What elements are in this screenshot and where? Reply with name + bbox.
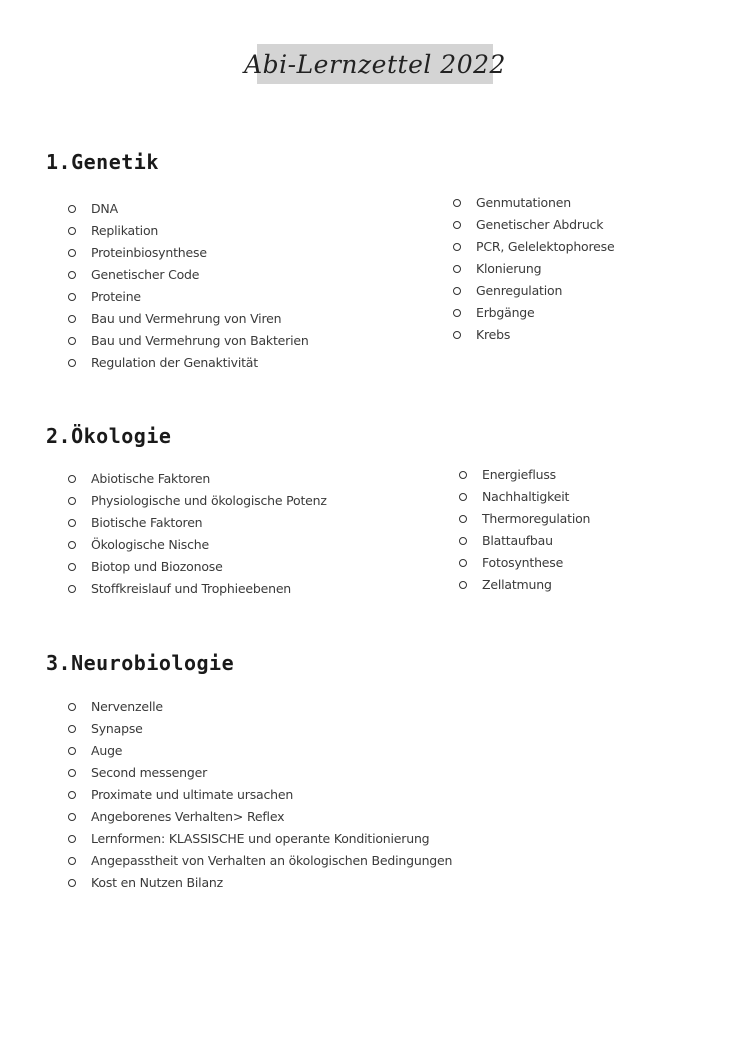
list-item: Abiotische Faktoren bbox=[68, 468, 327, 490]
list-genetik-left bbox=[68, 198, 309, 374]
list-item: Nervenzelle bbox=[68, 696, 452, 718]
list-item: Kost en Nutzen Bilanz bbox=[68, 872, 452, 894]
circle-bullet-icon bbox=[68, 475, 76, 483]
list-item: Genregulation bbox=[453, 280, 614, 302]
list-item: Regulation der Genaktivität bbox=[68, 352, 309, 374]
circle-bullet-icon bbox=[453, 331, 461, 339]
list-item: Ökologische Nische bbox=[68, 534, 327, 556]
circle-bullet-icon bbox=[68, 769, 76, 777]
list-item: Stoffkreislauf und Trophieebenen bbox=[68, 578, 327, 600]
list-item: Physiologische und ökologische Potenz bbox=[68, 490, 327, 512]
circle-bullet-icon bbox=[459, 559, 467, 567]
list-item: Thermoregulation bbox=[459, 508, 590, 530]
list-oekologie-left bbox=[68, 468, 327, 600]
list-item: Replikation bbox=[68, 220, 309, 242]
circle-bullet-icon bbox=[68, 703, 76, 711]
list-item: Angeborenes Verhalten> Reflex bbox=[68, 806, 452, 828]
list-item: Biotop und Biozonose bbox=[68, 556, 327, 578]
circle-bullet-icon bbox=[68, 227, 76, 235]
list-item: Proteine bbox=[68, 286, 309, 308]
circle-bullet-icon bbox=[459, 515, 467, 523]
circle-bullet-icon bbox=[68, 791, 76, 799]
list-item: Genetischer Abdruck bbox=[453, 214, 614, 236]
circle-bullet-icon bbox=[68, 857, 76, 865]
section-heading-genetik: 1.Genetik bbox=[46, 150, 159, 174]
circle-bullet-icon bbox=[459, 471, 467, 479]
list-item: Klonierung bbox=[453, 258, 614, 280]
list-genetik-right bbox=[453, 192, 614, 346]
circle-bullet-icon bbox=[453, 199, 461, 207]
list-item: Nachhaltigkeit bbox=[459, 486, 590, 508]
list-item: Blattaufbau bbox=[459, 530, 590, 552]
circle-bullet-icon bbox=[453, 221, 461, 229]
circle-bullet-icon bbox=[68, 835, 76, 843]
circle-bullet-icon bbox=[453, 309, 461, 317]
circle-bullet-icon bbox=[68, 497, 76, 505]
circle-bullet-icon bbox=[68, 519, 76, 527]
list-neurobiologie bbox=[68, 696, 452, 894]
circle-bullet-icon bbox=[68, 249, 76, 257]
circle-bullet-icon bbox=[68, 725, 76, 733]
circle-bullet-icon bbox=[68, 205, 76, 213]
section-heading-oekologie: 2.Ökologie bbox=[46, 424, 172, 448]
list-item: Bau und Vermehrung von Viren bbox=[68, 308, 309, 330]
circle-bullet-icon bbox=[459, 581, 467, 589]
list-item: Biotische Faktoren bbox=[68, 512, 327, 534]
circle-bullet-icon bbox=[459, 493, 467, 501]
title-banner bbox=[244, 44, 506, 84]
circle-bullet-icon bbox=[68, 747, 76, 755]
circle-bullet-icon bbox=[459, 537, 467, 545]
list-item: Krebs bbox=[453, 324, 614, 346]
circle-bullet-icon bbox=[68, 585, 76, 593]
circle-bullet-icon bbox=[68, 315, 76, 323]
circle-bullet-icon bbox=[68, 541, 76, 549]
list-item: Genetischer Code bbox=[68, 264, 309, 286]
list-item: Lernformen: KLASSISCHE und operante Konditionierung bbox=[68, 828, 452, 850]
list-item: Angepasstheit von Verhalten an ökologischen Bedingungen bbox=[68, 850, 452, 872]
list-item: Erbgänge bbox=[453, 302, 614, 324]
circle-bullet-icon bbox=[68, 271, 76, 279]
list-item: Fotosynthese bbox=[459, 552, 590, 574]
list-item: Bau und Vermehrung von Bakterien bbox=[68, 330, 309, 352]
list-item: Proteinbiosynthese bbox=[68, 242, 309, 264]
section-heading-neurobiologie: 3.Neurobiologie bbox=[46, 651, 235, 675]
circle-bullet-icon bbox=[68, 359, 76, 367]
circle-bullet-icon bbox=[68, 563, 76, 571]
circle-bullet-icon bbox=[68, 337, 76, 345]
list-oekologie-right bbox=[459, 464, 590, 596]
list-item: DNA bbox=[68, 198, 309, 220]
list-item: Second messenger bbox=[68, 762, 452, 784]
list-item: Proximate und ultimate ursachen bbox=[68, 784, 452, 806]
circle-bullet-icon bbox=[68, 813, 76, 821]
list-item: PCR, Gelelektophorese bbox=[453, 236, 614, 258]
list-item: Energiefluss bbox=[459, 464, 590, 486]
list-item: Synapse bbox=[68, 718, 452, 740]
list-item: Zellatmung bbox=[459, 574, 590, 596]
circle-bullet-icon bbox=[453, 287, 461, 295]
circle-bullet-icon bbox=[68, 879, 76, 887]
circle-bullet-icon bbox=[453, 265, 461, 273]
page-title: Abi-Lernzettel 2022 bbox=[244, 49, 506, 79]
circle-bullet-icon bbox=[68, 293, 76, 301]
list-item: Genmutationen bbox=[453, 192, 614, 214]
circle-bullet-icon bbox=[453, 243, 461, 251]
list-item: Auge bbox=[68, 740, 452, 762]
